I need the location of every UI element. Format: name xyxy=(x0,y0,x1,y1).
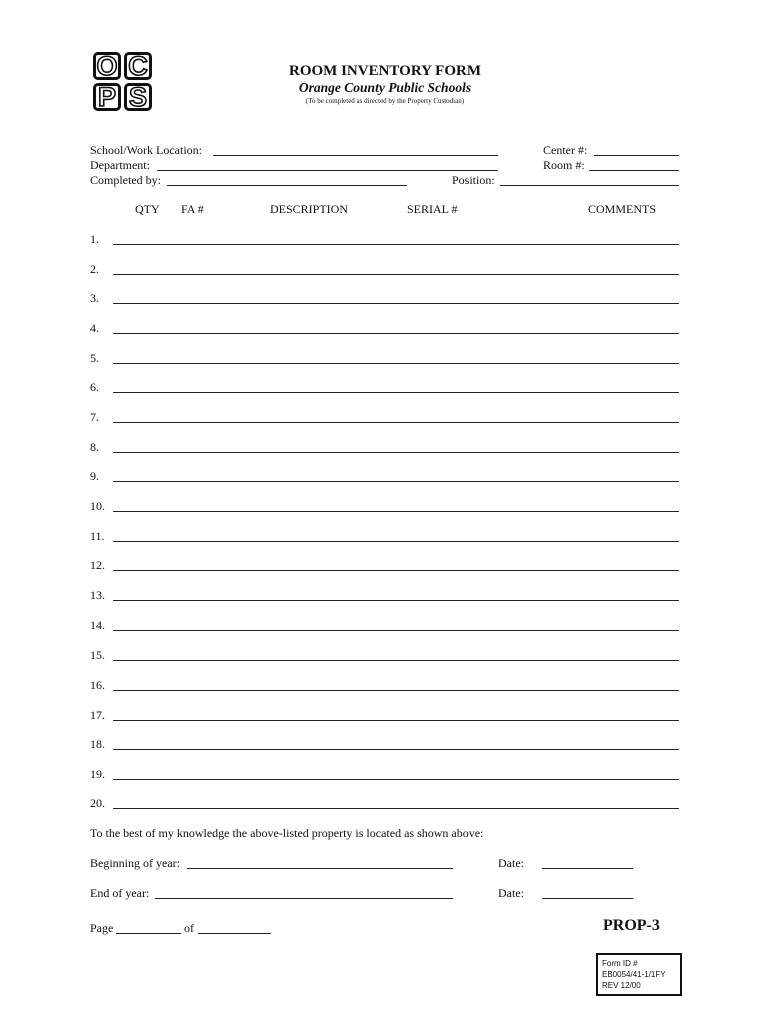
row-line[interactable] xyxy=(113,422,679,423)
row-number: 5. xyxy=(90,351,99,365)
row-line[interactable] xyxy=(113,333,679,334)
row-number: 8. xyxy=(90,440,99,454)
row-number: 11. xyxy=(90,529,105,543)
form-subtitle: Orange County Public Schools xyxy=(298,80,472,95)
center-field[interactable] xyxy=(594,155,679,156)
beginning-of-year-field[interactable] xyxy=(187,868,453,869)
logo-letter-s: S xyxy=(124,83,152,111)
row-line[interactable] xyxy=(113,363,679,364)
row-line[interactable] xyxy=(113,660,679,661)
row-number: 10. xyxy=(90,499,105,513)
page-label: Page xyxy=(90,921,114,935)
row-line[interactable] xyxy=(113,779,679,780)
row-number: 20. xyxy=(90,796,105,810)
room-label: Room #: xyxy=(543,158,585,172)
row-line[interactable] xyxy=(113,541,679,542)
logo-letter-o: O xyxy=(93,52,121,80)
row-line[interactable] xyxy=(113,244,679,245)
page-total-field[interactable] xyxy=(198,933,271,934)
completed-by-field[interactable] xyxy=(167,185,407,186)
row-line[interactable] xyxy=(113,749,679,750)
end-of-year-field[interactable] xyxy=(155,898,453,899)
row-number: 18. xyxy=(90,737,105,751)
beginning-date-label: Date: xyxy=(498,856,524,870)
row-line[interactable] xyxy=(113,720,679,721)
row-line[interactable] xyxy=(113,570,679,571)
row-number: 13. xyxy=(90,588,105,602)
form-id-line: Form ID # xyxy=(602,959,638,968)
position-field[interactable] xyxy=(500,185,679,186)
form-note: (To be completed as directed by the Property Custodian) xyxy=(305,97,465,105)
position-label: Position: xyxy=(452,173,495,187)
completed-by-label: Completed by: xyxy=(90,173,161,187)
row-line[interactable] xyxy=(113,452,679,453)
logo-letter-c: C xyxy=(124,52,152,80)
row-number: 7. xyxy=(90,410,99,424)
form-id-line: REV 12/00 xyxy=(602,981,641,990)
row-number: 2. xyxy=(90,262,99,276)
column-fa: FA # xyxy=(181,202,204,216)
row-number: 16. xyxy=(90,678,105,692)
end-date-label: Date: xyxy=(498,886,524,900)
school-location-field[interactable] xyxy=(213,155,498,156)
row-number: 9. xyxy=(90,469,99,483)
room-field[interactable] xyxy=(589,170,679,171)
row-number: 14. xyxy=(90,618,105,632)
row-number: 1. xyxy=(90,232,99,246)
page-of-label: of xyxy=(184,921,194,935)
row-line[interactable] xyxy=(113,690,679,691)
center-label: Center #: xyxy=(543,143,588,157)
end-date-field[interactable] xyxy=(542,898,633,899)
prop-code: PROP-3 xyxy=(603,917,660,934)
row-line[interactable] xyxy=(113,808,679,809)
logo-letter-p: P xyxy=(93,83,121,111)
department-field[interactable] xyxy=(157,170,498,171)
form-id-box xyxy=(596,953,682,996)
page-number-field[interactable] xyxy=(116,933,181,934)
row-number: 6. xyxy=(90,380,99,394)
row-line[interactable] xyxy=(113,600,679,601)
department-label: Department: xyxy=(90,158,150,172)
row-line[interactable] xyxy=(113,303,679,304)
column-qty: QTY xyxy=(135,202,160,216)
row-number: 19. xyxy=(90,767,105,781)
school-location-label: School/Work Location: xyxy=(90,143,203,157)
row-line[interactable] xyxy=(113,481,679,482)
column-serial: SERIAL # xyxy=(407,202,458,216)
beginning-of-year-label: Beginning of year: xyxy=(90,856,180,870)
form-id-line: EB0054/41-1/1FY xyxy=(602,970,666,979)
column-description: DESCRIPTION xyxy=(270,202,349,216)
column-comments: COMMENTS xyxy=(588,202,657,216)
row-number: 4. xyxy=(90,321,99,335)
row-number: 15. xyxy=(90,648,105,662)
row-line[interactable] xyxy=(113,511,679,512)
certification-statement: To the best of my knowledge the above-listed property is located as shown above: xyxy=(90,826,484,840)
beginning-date-field[interactable] xyxy=(542,868,633,869)
row-line[interactable] xyxy=(113,630,679,631)
row-number: 12. xyxy=(90,558,105,572)
end-of-year-label: End of year: xyxy=(90,886,150,900)
row-number: 3. xyxy=(90,291,99,305)
row-line[interactable] xyxy=(113,274,679,275)
row-number: 17. xyxy=(90,708,105,722)
form-title: ROOM INVENTORY FORM xyxy=(289,63,481,79)
row-line[interactable] xyxy=(113,392,679,393)
